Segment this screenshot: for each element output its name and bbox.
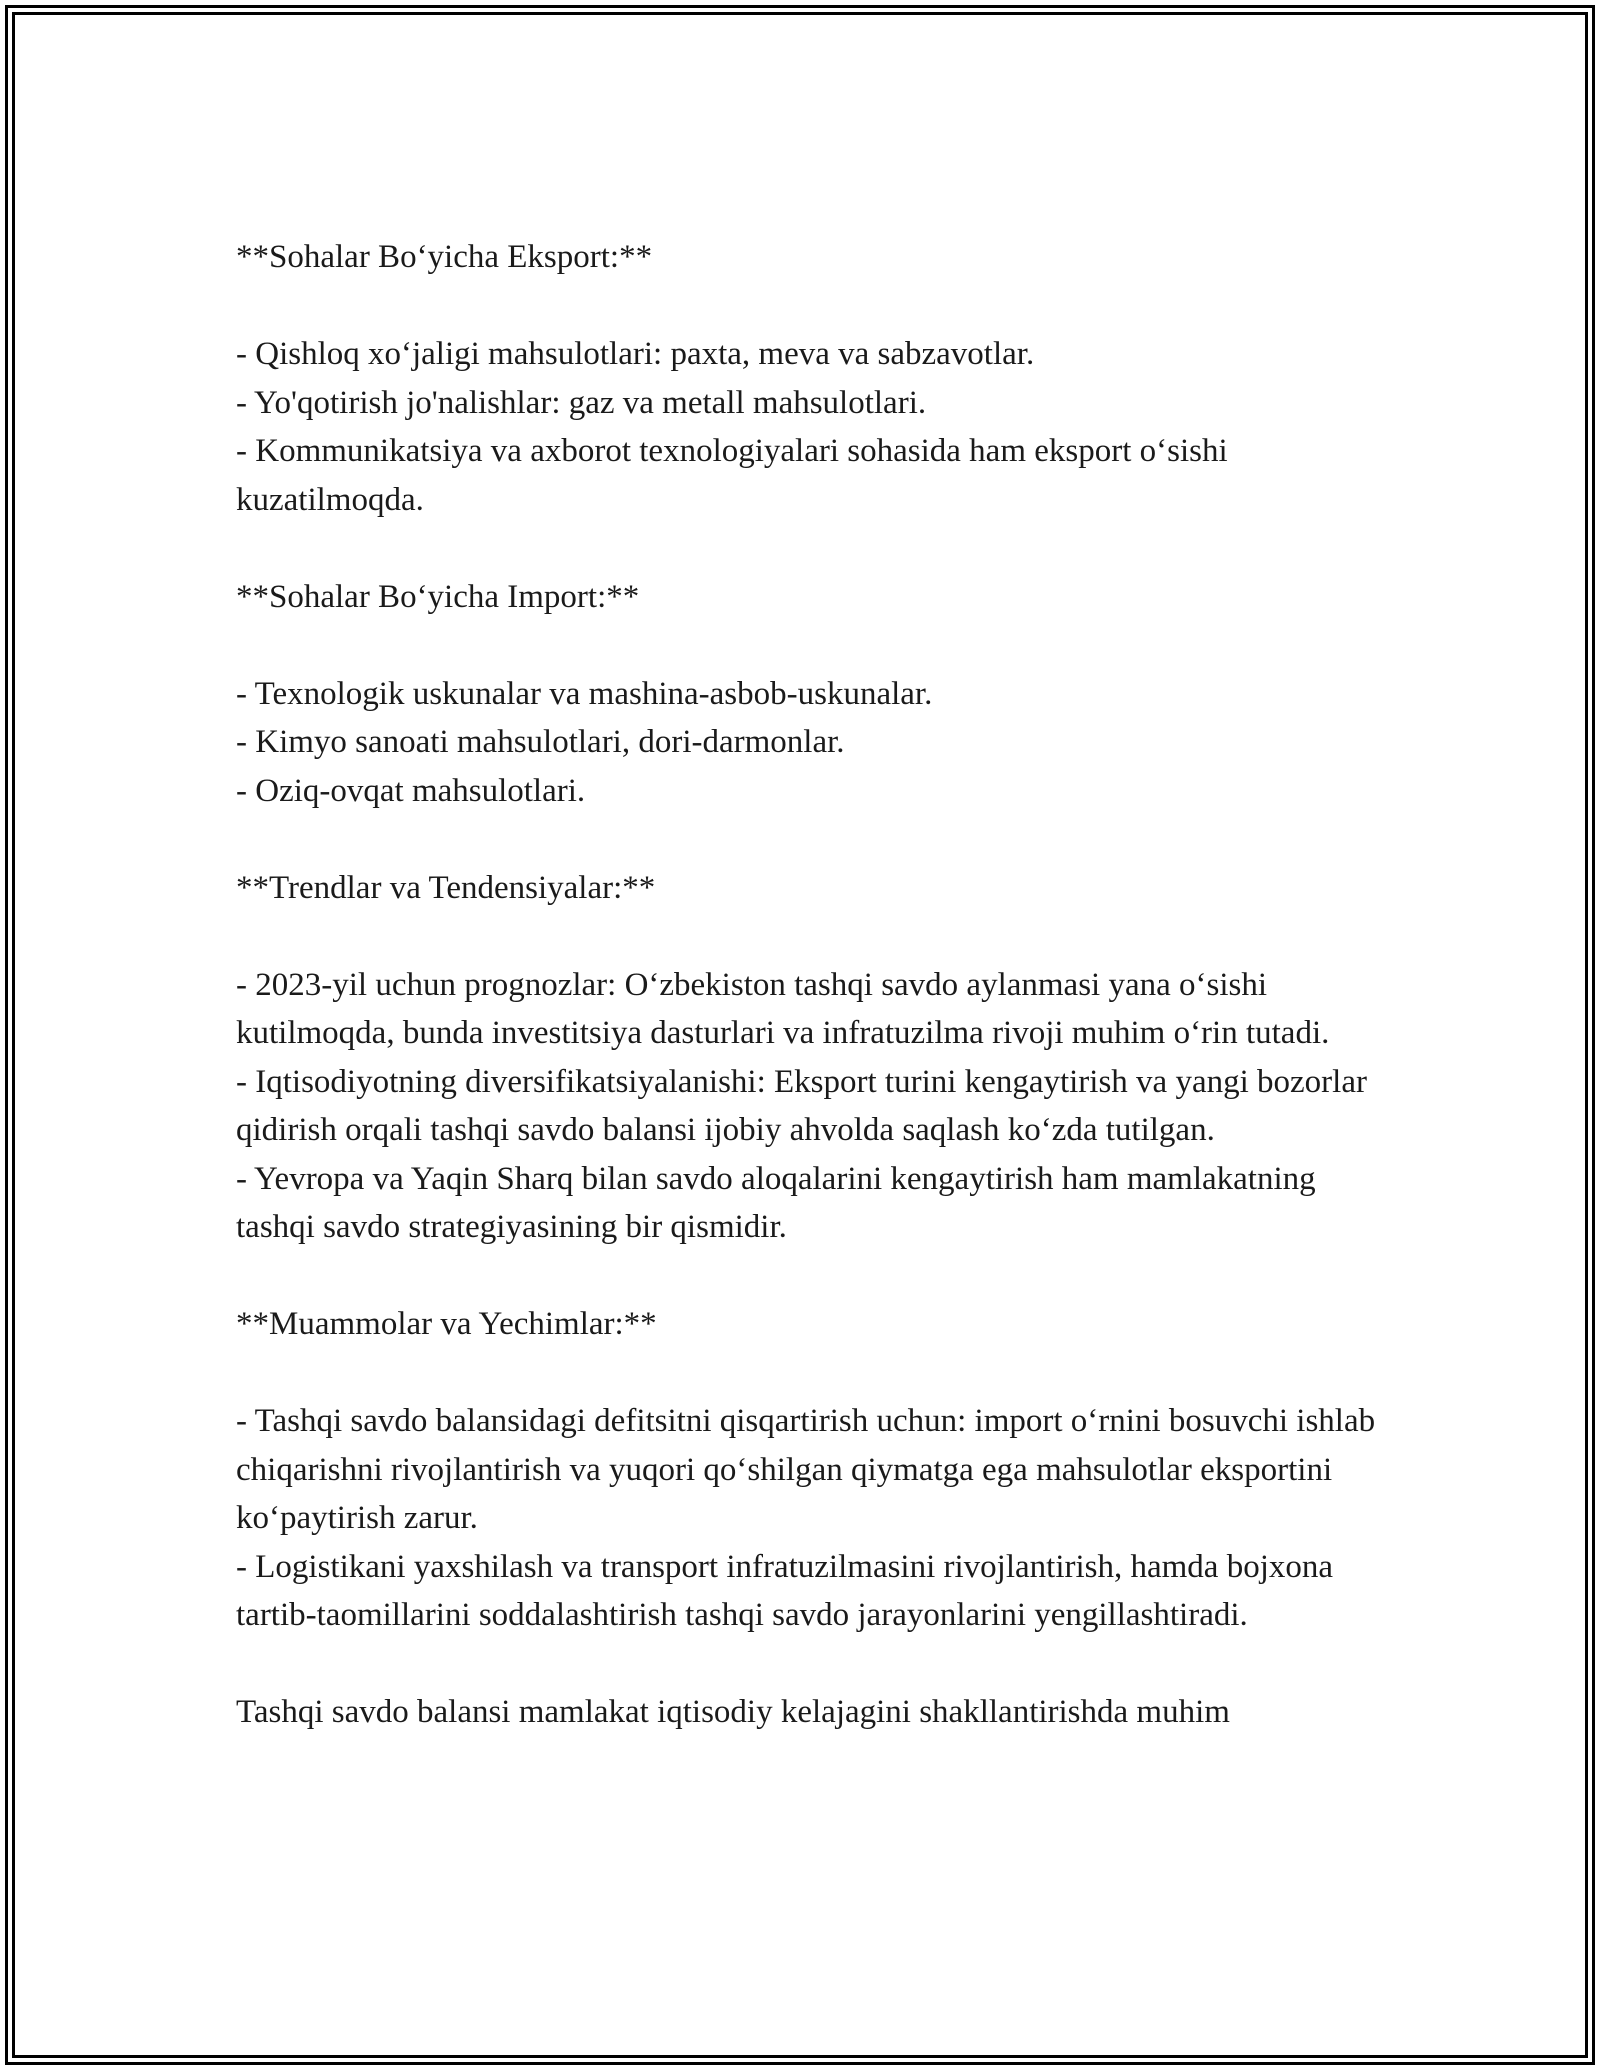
list-item: - Oziq-ovqat mahsulotlari. <box>236 772 586 809</box>
document-body <box>236 233 1376 1737</box>
list-item: - Texnologik uskunalar va mashina-asbob-uskunalar. <box>236 675 933 712</box>
section-heading: **Sohalar Bo‘yicha Eksport:** <box>236 239 653 275</box>
closing-paragraph: Tashqi savdo balansi mamlakat iqtisodiy kelajagini shakllantirishda muhim <box>236 1694 1230 1730</box>
list-item: - Yo'qotirish jo'nalishlar: gaz va metall mahsulotlari. <box>236 384 927 421</box>
section-heading: **Trendlar va Tendensiyalar:** <box>236 869 656 906</box>
list-item: - Qishloq xo‘jaligi mahsulotlari: paxta, meva va sabzavotlar. <box>236 336 1035 372</box>
list-item: - Logistikani yaxshilash va transport infratuzilmasini rivojlantirish, hamda bojxona tartib-taomillarini soddalashtirish tashqi savdo jarayonlarini yengillashtiradi. <box>236 1548 1334 1633</box>
list-item: - Yevropa va Yaqin Sharq bilan savdo aloqalarini kengaytirish ham mamlakatning tashqi savdo strategiyasining bir qismidir. <box>236 1160 1316 1245</box>
list-item: - Kimyo sanoati mahsulotlari, dori-darmonlar. <box>236 724 845 760</box>
section-export <box>236 233 1376 524</box>
list-item: - Iqtisodiyotning diversifikatsiyalanishi: Eksport turini kengaytirish va yangi bozorlar qidirish orqali tashqi savdo balansi ijobiy ahvolda saqlash ko‘zda tutilgan. <box>236 1063 1367 1148</box>
list-item: - Tashqi savdo balansidagi defitsitni qisqartirish uchun: import o‘rnini bosuvchi ishlab chiqarishni rivojlantirish va yuqori qo‘shilgan qiymatga ega mahsulotlar eksportini ko‘paytirish zarur. <box>236 1403 1376 1536</box>
list-item: - Kommunikatsiya va axborot texnologiyalari sohasida ham eksport o‘sishi kuzatilmoqda. <box>236 433 1228 518</box>
section-trends <box>236 864 1376 1252</box>
section-heading: **Muammolar va Yechimlar:** <box>236 1306 657 1342</box>
section-heading: **Sohalar Bo‘yicha Import:** <box>236 578 640 615</box>
section-problems <box>236 1300 1376 1640</box>
list-item: - 2023-yil uchun prognozlar: O‘zbekiston tashqi savdo aylanmasi yana o‘sishi kutilmoqda, bunda investitsiya dasturlari va infratuzilma rivoji muhim o‘rin tutadi. <box>236 966 1330 1051</box>
section-import <box>236 573 1376 816</box>
